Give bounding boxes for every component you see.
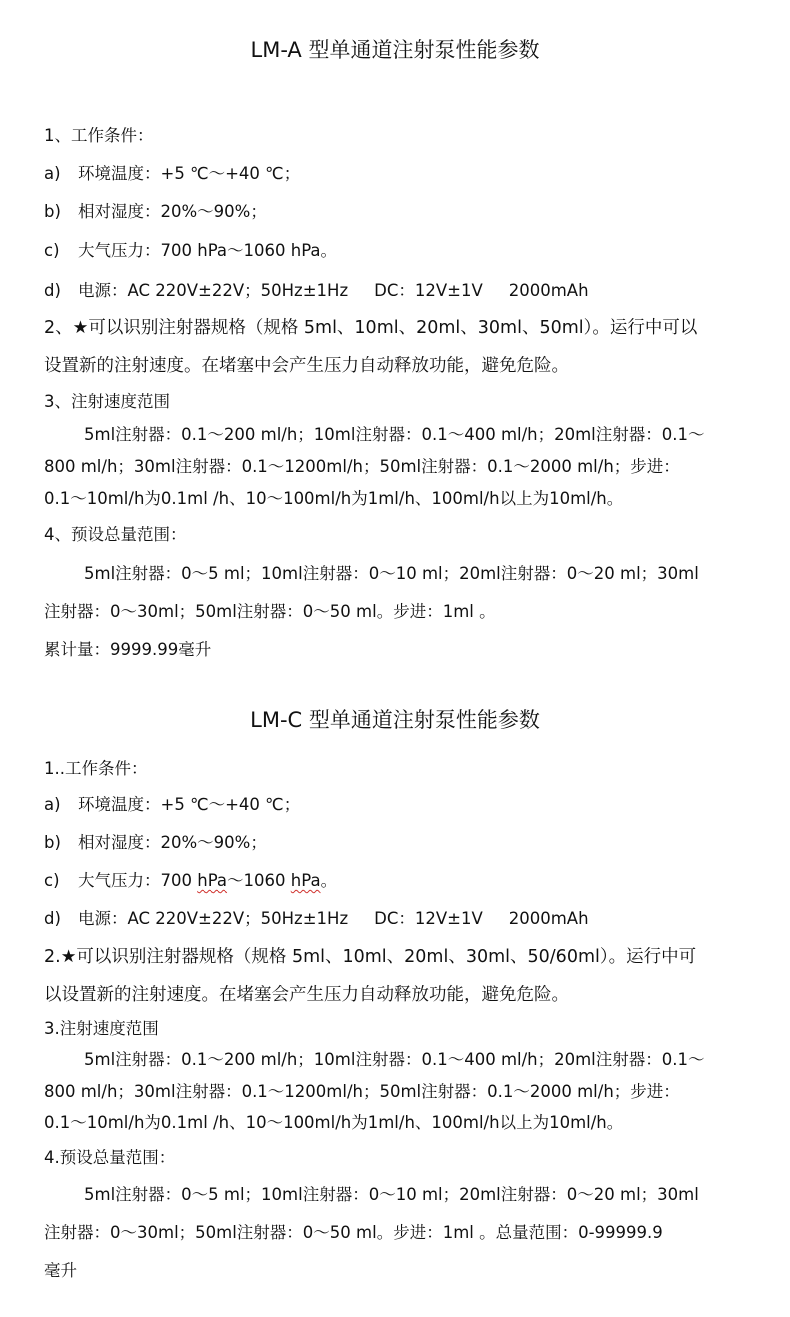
dc-spec: DC：12V±1V [374, 281, 483, 300]
spellcheck-word: hPa [197, 871, 228, 890]
lm-a-condition-temperature [44, 162, 300, 186]
lm-c-syringe-spec-line-2: 以设置新的注射速度。在堵塞会产生压力自动释放功能，避免危险。 [44, 985, 569, 1005]
lm-a-condition-humidity [44, 200, 267, 224]
dc-spec: DC：12V±1V [374, 909, 483, 928]
item-text: 。 [320, 871, 338, 890]
lm-c-preset-total-line-1: 5ml注射器：0～5 ml；10ml注射器：0～10 ml；20ml注射器：0～20 ml；30ml [84, 1185, 699, 1204]
lm-a-condition-pressure [44, 239, 337, 263]
lm-a-speed-range-line-1: 5ml注射器：0.1～200 ml/h；10ml注射器：0.1～400 ml/h；20ml注射器：0.1～ [84, 425, 705, 444]
lm-a-preset-total-line-1: 5ml注射器：0～5 ml；10ml注射器：0～10 ml；20ml注射器：0～20 ml；30ml [84, 564, 699, 583]
lm-c-speed-range-line-1: 5ml注射器：0.1～200 ml/h；10ml注射器：0.1～400 ml/h；20ml注射器：0.1～ [84, 1050, 705, 1069]
item-text: 大气压力：700 [78, 871, 198, 890]
lm-a-condition-power [44, 279, 589, 303]
lm-a-speed-range-line-3: 0.1～10ml/h为0.1ml /h、10～100ml/h为1ml/h、100ml/h以上为10ml/h。 [44, 489, 624, 508]
lm-c-syringe-spec-line-1: 2.★可以识别注射器规格（规格 5ml、10ml、20ml、30ml、50/60ml）。运行中可 [44, 947, 697, 967]
lm-c-condition-pressure [44, 869, 337, 893]
lm-a-preset-total-line-2: 注射器：0～30ml；50ml注射器：0～50 ml。步进：1ml 。 [44, 602, 496, 621]
lm-a-syringe-spec-line-2: 设置新的注射速度。在堵塞中会产生压力自动释放功能，避免危险。 [44, 356, 569, 376]
item-label: c) [44, 871, 60, 890]
lm-c-preset-total-line-2: 注射器：0～30ml；50ml注射器：0～50 ml。步进：1ml 。总量范围：0-99999.9 [44, 1223, 663, 1242]
item-text: 相对湿度：20%～90%； [78, 833, 267, 852]
lm-c-speed-range-line-2: 800 ml/h；30ml注射器：0.1～1200ml/h；50ml注射器：0.1～2000 ml/h；步进： [44, 1082, 680, 1101]
lm-c-speed-range-line-3: 0.1～10ml/h为0.1ml /h、10～100ml/h为1ml/h、100ml/h以上为10ml/h。 [44, 1113, 624, 1132]
item-label: b) [44, 833, 61, 852]
lm-a-cumulative: 累计量：9999.99毫升 [44, 640, 212, 659]
item-label: d) [44, 909, 61, 928]
lm-c-preset-total-line-3: 毫升 [44, 1261, 77, 1280]
lm-c-condition-temperature [44, 793, 300, 817]
battery-spec: 2000mAh [508, 909, 589, 928]
battery-spec: 2000mAh [508, 281, 589, 300]
lm-a-title: LM-A 型单通道注射泵性能参数 [250, 38, 540, 62]
item-label: d) [44, 281, 61, 300]
item-label: c) [44, 241, 60, 260]
lm-c-condition-power [44, 907, 589, 931]
lm-c-speed-range-heading: 3.注射速度范围 [44, 1019, 159, 1038]
item-label: b) [44, 202, 61, 221]
lm-c-preset-total-heading: 4.预设总量范围： [44, 1148, 176, 1167]
lm-c-title: LM-C 型单通道注射泵性能参数 [250, 708, 540, 732]
item-text: ～1060 [227, 871, 291, 890]
item-label: a) [44, 795, 61, 814]
item-text: 大气压力：700 hPa～1060 hPa。 [78, 241, 338, 260]
spellcheck-word: hPa [290, 871, 321, 890]
item-text: 电源：AC 220V±22V；50Hz±1Hz [78, 281, 349, 300]
lm-c-condition-humidity [44, 831, 267, 855]
item-text: 环境温度：+5 ℃～+40 ℃； [78, 164, 301, 183]
lm-a-speed-range-heading: 3、注射速度范围 [44, 392, 170, 411]
lm-a-speed-range-line-2: 800 ml/h；30ml注射器：0.1～1200ml/h；50ml注射器：0.1～2000 ml/h；步进： [44, 457, 680, 476]
item-text: 电源：AC 220V±22V；50Hz±1Hz [78, 909, 349, 928]
item-text: 相对湿度：20%～90%； [78, 202, 267, 221]
lm-a-working-conditions-heading: 1、工作条件： [44, 126, 154, 145]
item-text: 环境温度：+5 ℃～+40 ℃； [78, 795, 301, 814]
lm-a-syringe-spec-line-1: 2、★可以识别注射器规格（规格 5ml、10ml、20ml、30ml、50ml）。运行中可以 [44, 318, 698, 338]
lm-a-preset-total-heading: 4、预设总量范围： [44, 525, 187, 544]
item-label: a) [44, 164, 61, 183]
lm-c-working-conditions-heading: 1..工作条件： [44, 759, 148, 778]
